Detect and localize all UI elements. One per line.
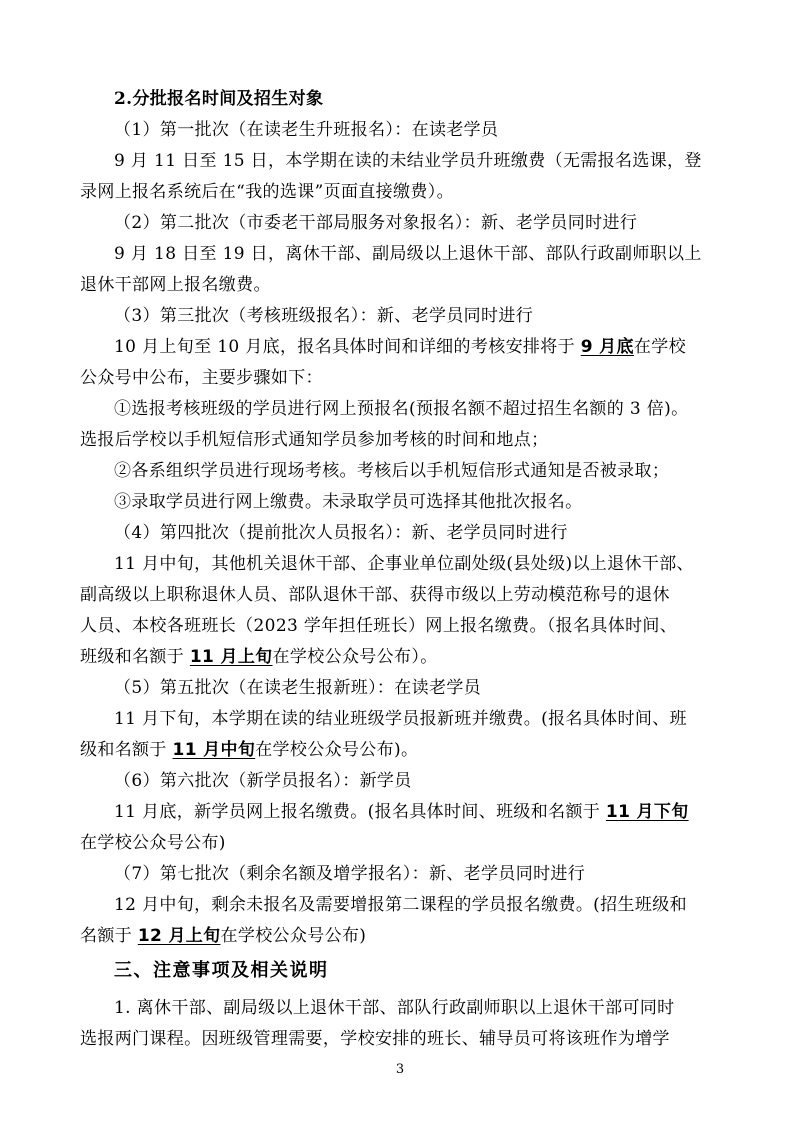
batch7-desc-post: 在学校公众号公布) [220, 926, 367, 946]
batch2-heading: （2）第二批次（市委老干部局服务对象报名）：新、老学员同时进行 [114, 213, 638, 233]
batch1-heading: （1）第一批次（在读老生升班报名）：在读老学员 [114, 120, 499, 140]
batch4-desc-line4 [80, 644, 730, 670]
batch6-desc-line1 [114, 799, 764, 825]
batch3-desc-post: 在学校 [633, 337, 686, 357]
batch3-step1-line1: ①选报考核班级的学员进行网上预报名(预报名额不超过招生名额的 3 倍)。 [114, 399, 689, 419]
batch7-desc-line2 [80, 923, 730, 949]
batch3-desc-line1 [114, 334, 764, 360]
batch7-heading: （7）第七批次（剩余名额及增学报名）：新、老学员同时进行 [114, 864, 586, 884]
section3-item1-line1: 1. 离休干部、副局级以上退休干部、部队行政副师职以上退休干部可同时 [114, 998, 675, 1018]
batch7-desc-line1: 12 月中旬，剩余未报名及需要增报第二课程的学员报名缴费。(招生班级和 [114, 895, 687, 915]
batch5-heading: （5）第五批次（在读老生报新班）：在读老学员 [114, 678, 482, 698]
batch2-desc-line1: 9 月 18 日至 19 日，离休干部、副局级以上退休干部、部队行政副师职以上 [114, 244, 702, 264]
batch5-desc-line1: 11 月下旬，本学期在读的结业班级学员报新班并缴费。(报名具体时间、班 [114, 709, 687, 729]
batch1-desc-line1: 9 月 11 日至 15 日，本学期在读的未结业学员升班缴费（无需报名选课，登 [114, 151, 702, 171]
batch1-desc-line2: 录网上报名系统后在“我的选课”页面直接缴费）。 [80, 182, 454, 202]
batch3-desc-pre: 10 月上旬至 10 月底，报名具体时间和详细的考核安排将于 [114, 337, 581, 357]
section3-item1-line2: 选报两门课程。因班级管理需要，学校安排的班长、辅导员可将该班作为增学 [80, 1029, 670, 1049]
batch5-highlight-date: 11 月中旬 [172, 740, 256, 760]
batch3-step2: ②各系组织学员进行现场考核。考核后以手机短信形式通知是否被录取； [114, 461, 670, 481]
batch4-desc-post: 在学校公众号公布）。 [272, 647, 438, 667]
batch3-highlight-date: 9 月底 [580, 337, 634, 357]
batch4-desc-line2: 副高级以上职称退休人员、部队退休干部、获得市级以上劳动模范称号的退休 [80, 585, 670, 605]
batch4-heading: （4）第四批次（提前批次人员报名）：新、老学员同时进行 [114, 523, 568, 543]
batch4-desc-line1: 11 月中旬，其他机关退休干部、企事业单位副处级(县处级)以上退休干部、 [114, 554, 694, 574]
batch2-desc-line2: 退休干部网上报名缴费。 [80, 275, 271, 295]
batch5-desc-line2 [80, 737, 730, 763]
batch3-step3: ③录取学员进行网上缴费。未录取学员可选择其他批次报名。 [114, 492, 583, 512]
section-title: 2.分批报名时间及招生对象 [114, 89, 324, 109]
batch3-step1-line2: 选报后学校以手机短信形式通知学员参加考核的时间和地点； [80, 430, 549, 450]
batch4-highlight-date: 11 月上旬 [189, 647, 273, 667]
batch3-desc-line2: 公众号中公布，主要步骤如下： [80, 368, 323, 388]
batch7-highlight-date: 12 月上旬 [137, 926, 221, 946]
batch4-desc-pre: 班级和名额于 [80, 647, 190, 667]
batch5-desc-pre: 级和名额于 [80, 740, 173, 760]
batch6-desc-pre: 11 月底，新学员网上报名缴费。(报名具体时间、班级和名额于 [114, 802, 606, 822]
batch6-heading: （6）第六批次（新学员报名）：新学员 [114, 771, 412, 791]
batch6-highlight-date: 11 月下旬 [605, 802, 689, 822]
batch7-desc-pre: 名额于 [80, 926, 138, 946]
batch6-desc-line2: 在学校公众号公布) [80, 833, 226, 853]
batch3-heading: （3）第三批次（考核班级报名）：新、老学员同时进行 [114, 306, 534, 326]
batch4-desc-line3: 人员、本校各班班长（2023 学年担任班长）网上报名缴费。（报名具体时间、 [80, 616, 678, 636]
batch5-desc-post: 在学校公众号公布)。 [255, 740, 419, 760]
section3-title: 三、注意事项及相关说明 [114, 960, 329, 981]
page-number: 3 [395, 1062, 405, 1077]
